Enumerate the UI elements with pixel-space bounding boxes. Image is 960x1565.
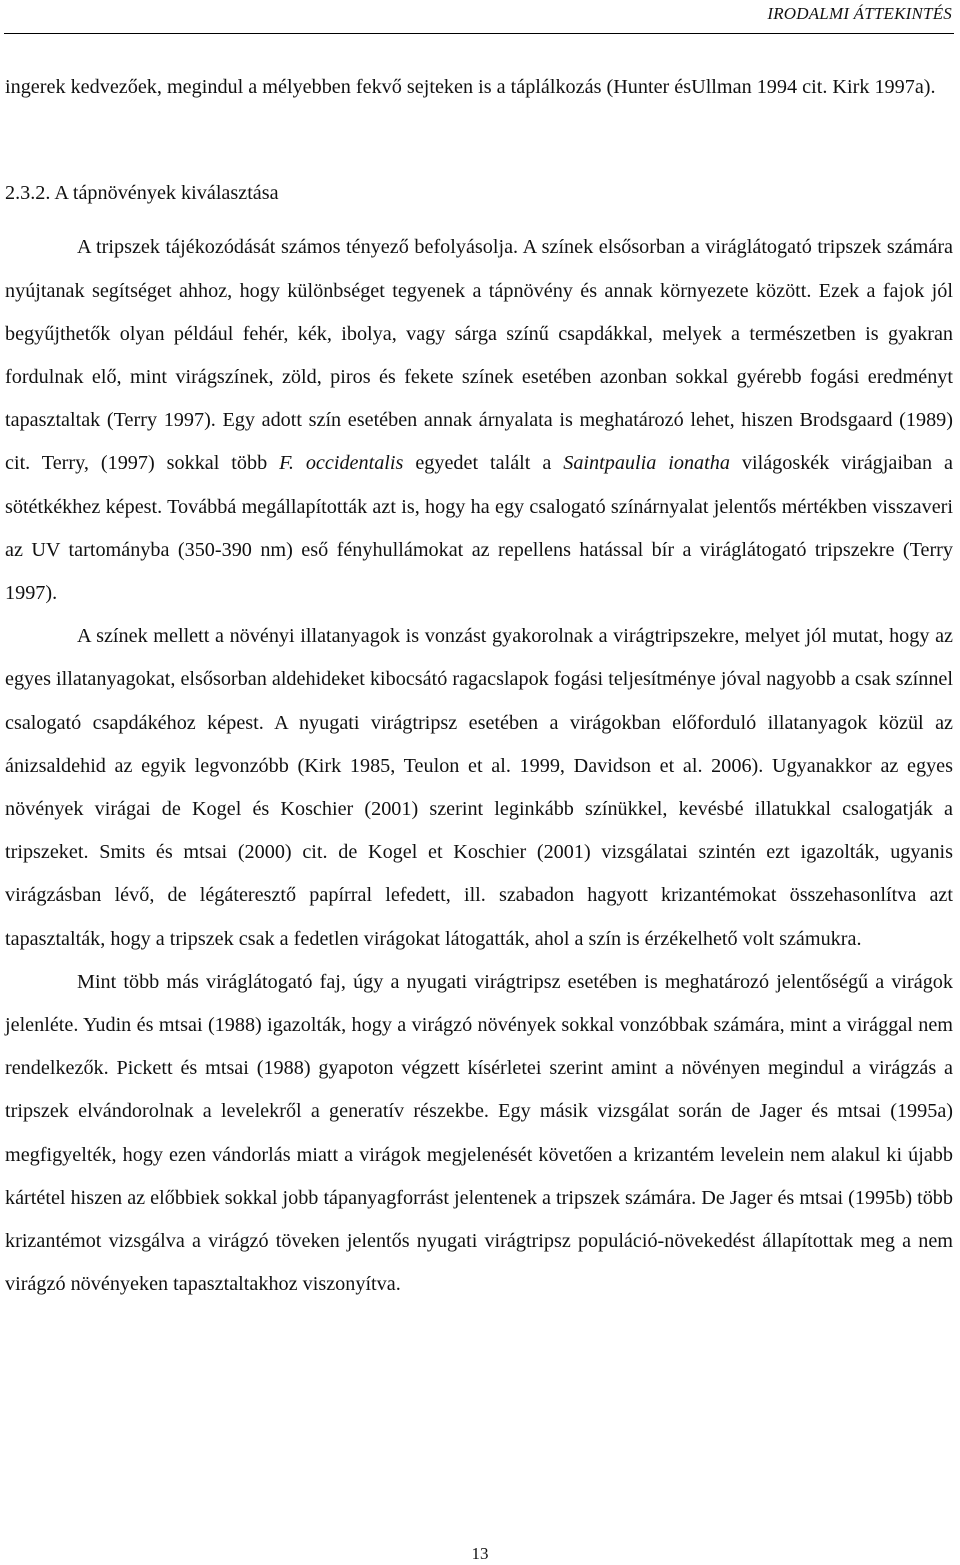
header-divider: [4, 33, 954, 34]
paragraph-flower-presence: Mint több más viráglátogató faj, úgy a nyugati virágtripsz esetében is meghatározó jelentőségű a virágok jelenléte. Yudin és mtsai (1988) igazolták, hogy a virágzó növények sokkal vonzóbbak számára, mint a virággal nem rendelkezők. Pickett és mtsai (1988) gyapoton végzett kísérletei szerint amint a növényen megindul a virágzás a tripszek elvándorolnak a levelekről a generatív részekbe. Egy másik vizsgálat során de Jager és mtsai (1995a) megfigyelték, hogy ezen vándorlás miatt a virágok megjelenését követően a krizantém levelein nem alakul ki újabb kártétel hiszen az előbbiek sokkal jobb tápanyagforrást jelentenek a tripszek számára. De Jager és mtsai (1995b) több krizantémot vizsgálva a virágzó töveken jelentős nyugati virágtripsz populáció-növekedést állapítottak meg a nem virágzó növényeken tapasztaltakhoz viszonyítva.: [5, 970, 953, 1296]
paragraph-text: világoskék virágjaiban a sötétkékhez képest. Továbbá megállapították azt is, hogy ha egy csalogató színárnyalat jelentős mértékben visszaveri az UV tartományba (350-390 nm) eső fényhullámokat az repellens hatással bír a viráglátogató tripszekre (Terry 1997).: [5, 452, 953, 605]
paragraph-text: egyedet talált a: [403, 452, 564, 475]
paragraph-continued: ingerek kedvezőek, megindul a mélyebben fekvő sejteken is a táplálkozás (Hunter ésUllman 1994 cit. Kirk 1997a).: [5, 76, 936, 98]
section-heading: 2.3.2. A tápnövények kiválasztása: [5, 182, 279, 205]
species-name: F. occidentalis: [279, 452, 404, 475]
page-number: 13: [471, 1544, 489, 1563]
species-name: Saintpaulia ionatha: [563, 452, 730, 475]
page-body: [5, 66, 953, 1306]
paragraph-text: A tripszek tájékozódását számos tényező befolyásolja. A színek elsősorban a viráglátogató tripszek számára nyújtanak segítséget ahhoz, hogy különbséget tegyenek a tápnövény és annak környezete között. Ezek a fajok jól begyűjthetők olyan például fehér, kék, ibolya, vagy sárga színű csapdákkal, melyek a természetben is gyakran fordulnak elő, mint virágszínek, zöld, piros és fekete színek esetében azonban sokkal gyérebb fogási eredményt tapasztaltak (Terry 1997). Egy adott szín esetében annak árnyalata is meghatározó lehet, hiszen Brodsgaard (1989) cit. Terry, (1997) sokkal több: [5, 236, 953, 475]
running-header: IRODALMI ÁTTEKINTÉS: [767, 4, 952, 23]
paragraph-scent-attraction: A színek mellett a növényi illatanyagok is vonzást gyakorolnak a virágtripszekre, melyet jól mutat, hogy az egyes illatanyagokat, elsősorban aldehideket kibocsátó ragacslapok fogási teljesítménye jóval nagyobb a csak színnel csalogató csapdákéhoz képest. A nyugati virágtripsz esetében a virágokban előforduló illatanyagok közül az ánizsaldehid az egyik legvonzóbb (Kirk 1985, Teulon et al. 1999, Davidson et al. 2006). Ugyanakkor az egyes növények virágai de Kogel és Koschier (2001) szerint leginkább színükkel, kevésbé illatukkal csalogatják a tripszeket. Smits és mtsai (2000) cit. de Kogel et Koschier (2001) vizsgálatai szintén ezt igazolták, ugyanis virágzásban lévő, de légáteresztő papírral lefedett, ill. szabadon hagyott krizantémokat összehasonlítva azt tapasztalták, hogy a tripszek csak a fedetlen virágokat látogatták, ahol a szín is érzékelhető volt számukra.: [5, 625, 953, 950]
paragraph-color-attraction: [5, 226, 953, 615]
